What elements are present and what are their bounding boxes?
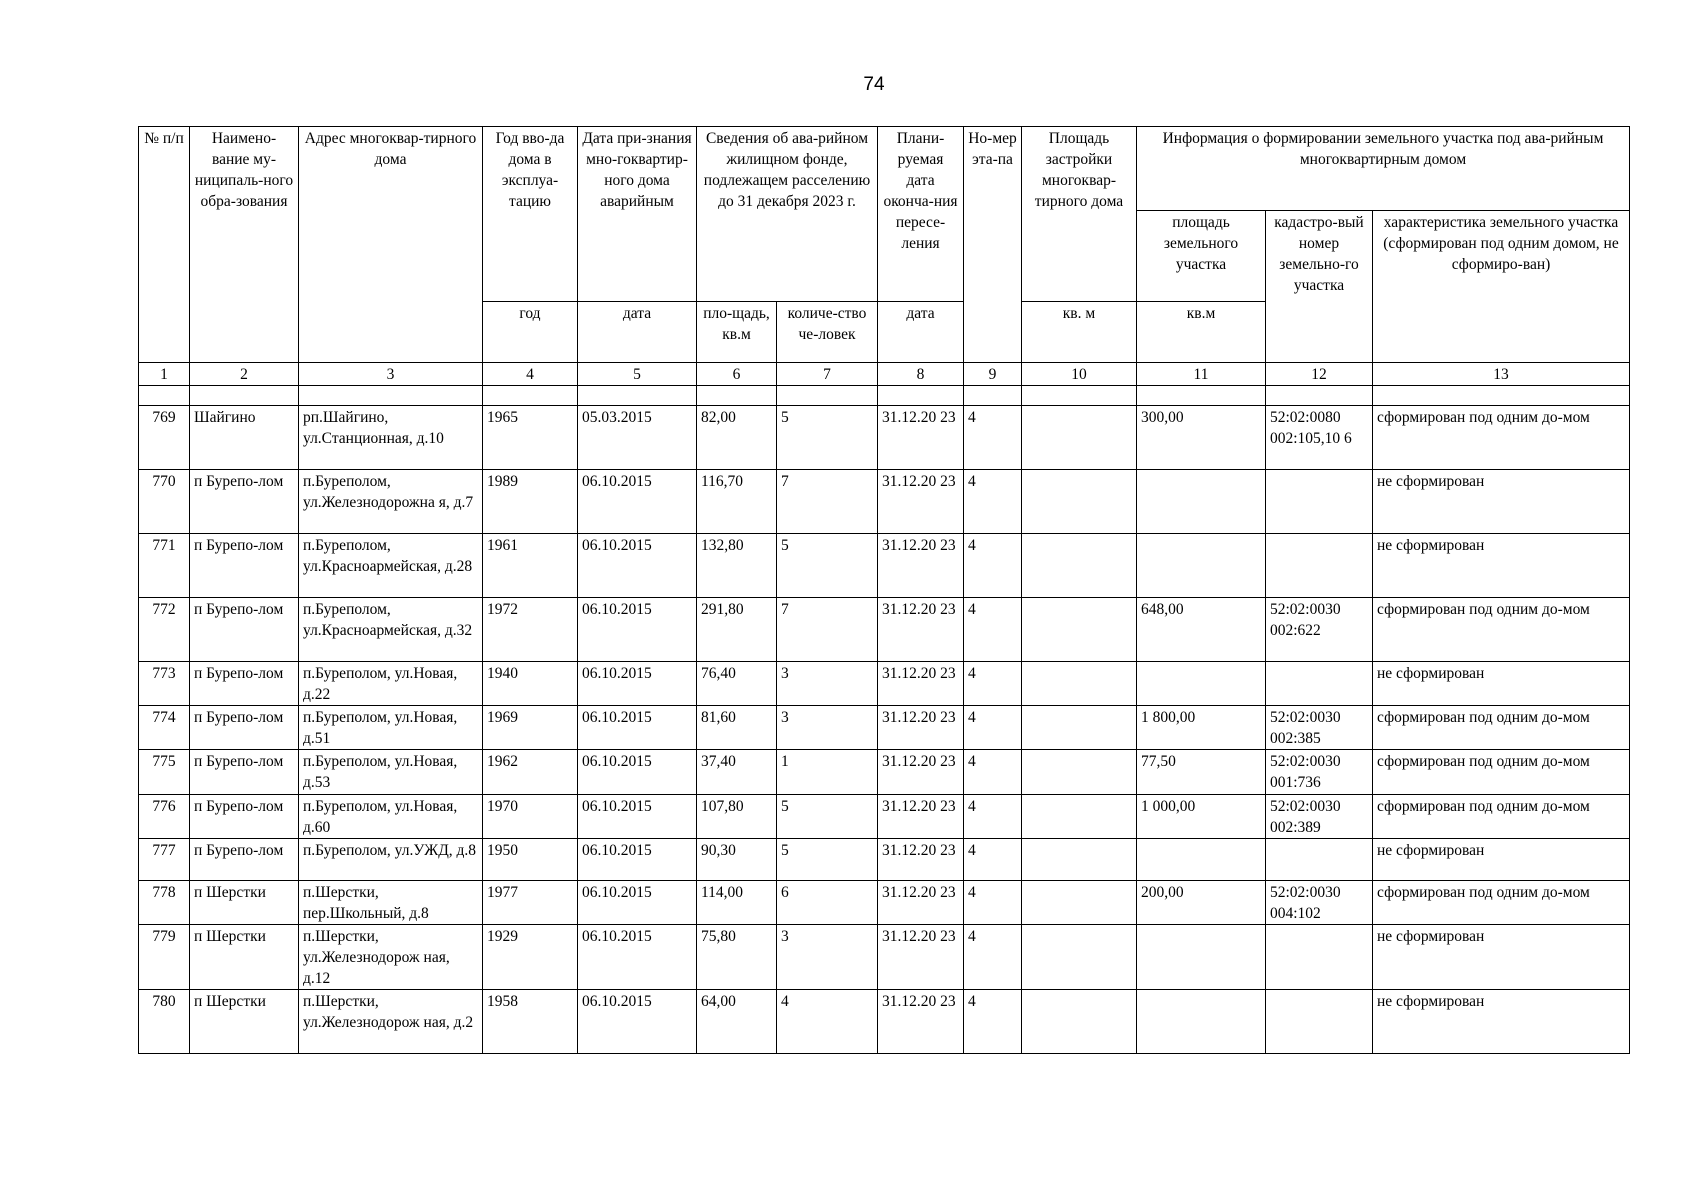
cell-planned-end: 31.12.20 23 — [878, 598, 964, 662]
cell-built-area — [1022, 706, 1137, 750]
cell-people: 5 — [777, 838, 878, 880]
cell-year: 1969 — [483, 706, 578, 750]
cell-year: 1958 — [483, 990, 578, 1054]
cell-num: 771 — [139, 534, 190, 598]
cell-area: 107,80 — [697, 794, 777, 838]
cell-planned-end: 31.12.20 23 — [878, 406, 964, 470]
cell-address: п.Буреполом, ул.Красноармейская, д.28 — [299, 534, 483, 598]
cell-year: 1972 — [483, 598, 578, 662]
cell-built-area — [1022, 794, 1137, 838]
cell-planned-end: 31.12.20 23 — [878, 924, 964, 989]
cell-address: п.Буреполом, ул.УЖД, д.8 — [299, 838, 483, 880]
cell-stage: 4 — [964, 706, 1022, 750]
cell-area: 64,00 — [697, 990, 777, 1054]
cell-date: 06.10.2015 — [578, 750, 697, 794]
cell-date: 06.10.2015 — [578, 662, 697, 706]
cell-planned-end: 31.12.20 23 — [878, 838, 964, 880]
cell-planned-end: 31.12.20 23 — [878, 534, 964, 598]
cell-cadastral — [1266, 838, 1373, 880]
cell-built-area — [1022, 598, 1137, 662]
cell-address: п.Буреполом, ул.Новая, д.60 — [299, 794, 483, 838]
cell-date: 05.03.2015 — [578, 406, 697, 470]
table-row — [139, 662, 1630, 706]
cell-address: п.Шерстки, ул.Железнодорож ная, д.2 — [299, 990, 483, 1054]
cell-municipality: п Бурепо-лом — [190, 662, 299, 706]
column-number: 8 — [878, 363, 964, 386]
table-row — [139, 534, 1630, 598]
cell-municipality: п Бурепо-лом — [190, 750, 299, 794]
cell-built-area — [1022, 750, 1137, 794]
cell-year: 1940 — [483, 662, 578, 706]
cell-date: 06.10.2015 — [578, 794, 697, 838]
cell-area: 76,40 — [697, 662, 777, 706]
cell-land-area — [1137, 534, 1266, 598]
cell-built-area — [1022, 880, 1137, 924]
column-number: 13 — [1373, 363, 1630, 386]
header-cadastral: кадастро-вый номер земельно-го участка — [1266, 211, 1373, 363]
cell-num: 776 — [139, 794, 190, 838]
cell-address: п.Шерстки, ул.Железнодорож ная, д.12 — [299, 924, 483, 989]
cell-date: 06.10.2015 — [578, 706, 697, 750]
cell-stage: 4 — [964, 794, 1022, 838]
cell-people: 3 — [777, 662, 878, 706]
table-row — [139, 406, 1630, 470]
cell-num: 778 — [139, 880, 190, 924]
cell-cadastral: 52:02:0080 002:105,10 6 — [1266, 406, 1373, 470]
table-row — [139, 706, 1630, 750]
cell-municipality: Шайгино — [190, 406, 299, 470]
table-row — [139, 924, 1630, 989]
header-address: Адрес многоквар-тирного дома — [299, 127, 483, 363]
cell-planned-end: 31.12.20 23 — [878, 990, 964, 1054]
table-row — [139, 750, 1630, 794]
cell-land-area — [1137, 662, 1266, 706]
cell-land-char: сформирован под одним до-мом — [1373, 880, 1630, 924]
cell-planned-end: 31.12.20 23 — [878, 662, 964, 706]
cell-address: п.Буреполом, ул.Новая, д.22 — [299, 662, 483, 706]
cell-area: 132,80 — [697, 534, 777, 598]
cell-land-char: не сформирован — [1373, 534, 1630, 598]
cell-built-area — [1022, 470, 1137, 534]
cell-stage: 4 — [964, 598, 1022, 662]
cell-address: п.Шерстки, пер.Школьный, д.8 — [299, 880, 483, 924]
cell-date: 06.10.2015 — [578, 534, 697, 598]
cell-num: 772 — [139, 598, 190, 662]
cell-planned-end: 31.12.20 23 — [878, 794, 964, 838]
cell-land-area: 1 800,00 — [1137, 706, 1266, 750]
unit-area: пло-щадь, кв.м — [697, 302, 777, 363]
cell-people: 5 — [777, 794, 878, 838]
cell-municipality: п Бурепо-лом — [190, 470, 299, 534]
cell-land-char: сформирован под одним до-мом — [1373, 706, 1630, 750]
cell-year: 1970 — [483, 794, 578, 838]
cell-num: 773 — [139, 662, 190, 706]
cell-year: 1989 — [483, 470, 578, 534]
cell-municipality: п Бурепо-лом — [190, 794, 299, 838]
unit-people: количе-ство че-ловек — [777, 302, 878, 363]
cell-built-area — [1022, 406, 1137, 470]
cell-land-area: 300,00 — [1137, 406, 1266, 470]
column-number: 6 — [697, 363, 777, 386]
column-number: 3 — [299, 363, 483, 386]
cell-land-area: 77,50 — [1137, 750, 1266, 794]
cell-land-area — [1137, 470, 1266, 534]
header-planned-end: Плани-руемая дата оконча-ния пересе-ления — [878, 127, 964, 302]
header-built-area: Площадь застройки многоквар-тирного дома — [1022, 127, 1137, 302]
cell-year: 1962 — [483, 750, 578, 794]
cell-date: 06.10.2015 — [578, 880, 697, 924]
cell-date: 06.10.2015 — [578, 924, 697, 989]
cell-land-area: 648,00 — [1137, 598, 1266, 662]
cell-land-char: не сформирован — [1373, 662, 1630, 706]
unit-date-end: дата — [878, 302, 964, 363]
header-num: № п/п — [139, 127, 190, 363]
cell-people: 4 — [777, 990, 878, 1054]
cell-date: 06.10.2015 — [578, 470, 697, 534]
cell-built-area — [1022, 990, 1137, 1054]
cell-planned-end: 31.12.20 23 — [878, 706, 964, 750]
cell-address: п.Буреполом, ул.Красноармейская, д.32 — [299, 598, 483, 662]
cell-built-area — [1022, 534, 1137, 598]
column-numbers-row — [139, 363, 1630, 386]
cell-land-char: не сформирован — [1373, 838, 1630, 880]
cell-people: 7 — [777, 598, 878, 662]
cell-cadastral — [1266, 534, 1373, 598]
column-number: 11 — [1137, 363, 1266, 386]
cell-year: 1977 — [483, 880, 578, 924]
column-number: 9 — [964, 363, 1022, 386]
cell-people: 7 — [777, 470, 878, 534]
cell-num: 777 — [139, 838, 190, 880]
cell-land-area — [1137, 924, 1266, 989]
cell-land-char: сформирован под одним до-мом — [1373, 598, 1630, 662]
header-land-char: характеристика земельного участка (сформирован под одним домом, не сформиро-ван) — [1373, 211, 1630, 363]
cell-land-area: 200,00 — [1137, 880, 1266, 924]
cell-area: 291,80 — [697, 598, 777, 662]
cell-year: 1965 — [483, 406, 578, 470]
cell-date: 06.10.2015 — [578, 990, 697, 1054]
cell-stage: 4 — [964, 880, 1022, 924]
cell-municipality: п Шерстки — [190, 990, 299, 1054]
cell-num: 780 — [139, 990, 190, 1054]
cell-built-area — [1022, 838, 1137, 880]
cell-area: 75,80 — [697, 924, 777, 989]
cell-area: 90,30 — [697, 838, 777, 880]
cell-municipality: п Шерстки — [190, 880, 299, 924]
cell-num: 774 — [139, 706, 190, 750]
cell-cadastral: 52:02:0030 002:389 — [1266, 794, 1373, 838]
unit-sqm: кв. м — [1022, 302, 1137, 363]
table-row — [139, 838, 1630, 880]
table-row — [139, 880, 1630, 924]
cell-address: п.Буреполом, ул.Новая, д.53 — [299, 750, 483, 794]
cell-cadastral — [1266, 470, 1373, 534]
cell-address: рп.Шайгино, ул.Станционная, д.10 — [299, 406, 483, 470]
cell-stage: 4 — [964, 924, 1022, 989]
cell-planned-end: 31.12.20 23 — [878, 470, 964, 534]
header-date-recognized: Дата при-знания мно-гоквартир-ного дома аварийным — [578, 127, 697, 302]
cell-cadastral — [1266, 924, 1373, 989]
cell-cadastral: 52:02:0030 002:622 — [1266, 598, 1373, 662]
header-fund-info: Сведения об ава-рийном жилищном фонде, подлежащем расселению до 31 декабря 2023 г. — [697, 127, 878, 302]
cell-num: 770 — [139, 470, 190, 534]
cell-land-char: не сформирован — [1373, 470, 1630, 534]
header-year: Год вво-да дома в эксплуа-тацию — [483, 127, 578, 302]
cell-area: 82,00 — [697, 406, 777, 470]
cell-stage: 4 — [964, 990, 1022, 1054]
cell-land-char: сформирован под одним до-мом — [1373, 406, 1630, 470]
cell-land-char: не сформирован — [1373, 924, 1630, 989]
cell-people: 1 — [777, 750, 878, 794]
cell-people: 3 — [777, 706, 878, 750]
cell-stage: 4 — [964, 534, 1022, 598]
table-row — [139, 794, 1630, 838]
cell-municipality: п Бурепо-лом — [190, 706, 299, 750]
cell-planned-end: 31.12.20 23 — [878, 750, 964, 794]
cell-stage: 4 — [964, 750, 1022, 794]
table-row — [139, 470, 1630, 534]
column-number: 5 — [578, 363, 697, 386]
cell-year: 1950 — [483, 838, 578, 880]
column-number: 10 — [1022, 363, 1137, 386]
table-row — [139, 990, 1630, 1054]
cell-area: 37,40 — [697, 750, 777, 794]
column-number: 1 — [139, 363, 190, 386]
cell-built-area — [1022, 924, 1137, 989]
unit-year: год — [483, 302, 578, 363]
header-land-area: площадь земельного участка — [1137, 211, 1266, 302]
cell-year: 1929 — [483, 924, 578, 989]
column-number: 2 — [190, 363, 299, 386]
cell-cadastral — [1266, 662, 1373, 706]
cell-year: 1961 — [483, 534, 578, 598]
cell-area: 116,70 — [697, 470, 777, 534]
cell-land-char: сформирован под одним до-мом — [1373, 750, 1630, 794]
unit-date: дата — [578, 302, 697, 363]
table-row — [139, 598, 1630, 662]
cell-land-area — [1137, 990, 1266, 1054]
cell-address: п.Буреполом, ул.Новая, д.51 — [299, 706, 483, 750]
column-number: 4 — [483, 363, 578, 386]
cell-date: 06.10.2015 — [578, 598, 697, 662]
cell-municipality: п Бурепо-лом — [190, 838, 299, 880]
column-number: 12 — [1266, 363, 1373, 386]
cell-land-char: не сформирован — [1373, 990, 1630, 1054]
cell-people: 6 — [777, 880, 878, 924]
cell-municipality: п Бурепо-лом — [190, 598, 299, 662]
header-municipality: Наимено-вание му-ниципаль-ного обра-зования — [190, 127, 299, 363]
cell-municipality: п Шерстки — [190, 924, 299, 989]
cell-stage: 4 — [964, 406, 1022, 470]
header-stage: Но-мер эта-па — [964, 127, 1022, 363]
cell-planned-end: 31.12.20 23 — [878, 880, 964, 924]
cell-people: 5 — [777, 534, 878, 598]
cell-area: 114,00 — [697, 880, 777, 924]
spacer-row — [139, 386, 1630, 406]
cell-land-area — [1137, 838, 1266, 880]
cell-num: 775 — [139, 750, 190, 794]
cell-cadastral: 52:02:0030 002:385 — [1266, 706, 1373, 750]
cell-land-char: сформирован под одним до-мом — [1373, 794, 1630, 838]
cell-stage: 4 — [964, 662, 1022, 706]
page-number: 74 — [863, 74, 885, 95]
cell-address: п.Буреполом, ул.Железнодорожна я, д.7 — [299, 470, 483, 534]
cell-area: 81,60 — [697, 706, 777, 750]
cell-built-area — [1022, 662, 1137, 706]
emergency-housing-table — [138, 126, 1630, 1054]
unit-sqm-land: кв.м — [1137, 302, 1266, 363]
cell-stage: 4 — [964, 838, 1022, 880]
cell-num: 779 — [139, 924, 190, 989]
cell-cadastral: 52:02:0030 001:736 — [1266, 750, 1373, 794]
cell-cadastral — [1266, 990, 1373, 1054]
cell-stage: 4 — [964, 470, 1022, 534]
cell-num: 769 — [139, 406, 190, 470]
cell-date: 06.10.2015 — [578, 838, 697, 880]
header-land-info: Информация о формировании земельного участка под ава-рийным многоквартирным домом — [1137, 127, 1630, 211]
cell-people: 5 — [777, 406, 878, 470]
cell-land-area: 1 000,00 — [1137, 794, 1266, 838]
column-number: 7 — [777, 363, 878, 386]
cell-cadastral: 52:02:0030 004:102 — [1266, 880, 1373, 924]
cell-people: 3 — [777, 924, 878, 989]
cell-municipality: п Бурепо-лом — [190, 534, 299, 598]
